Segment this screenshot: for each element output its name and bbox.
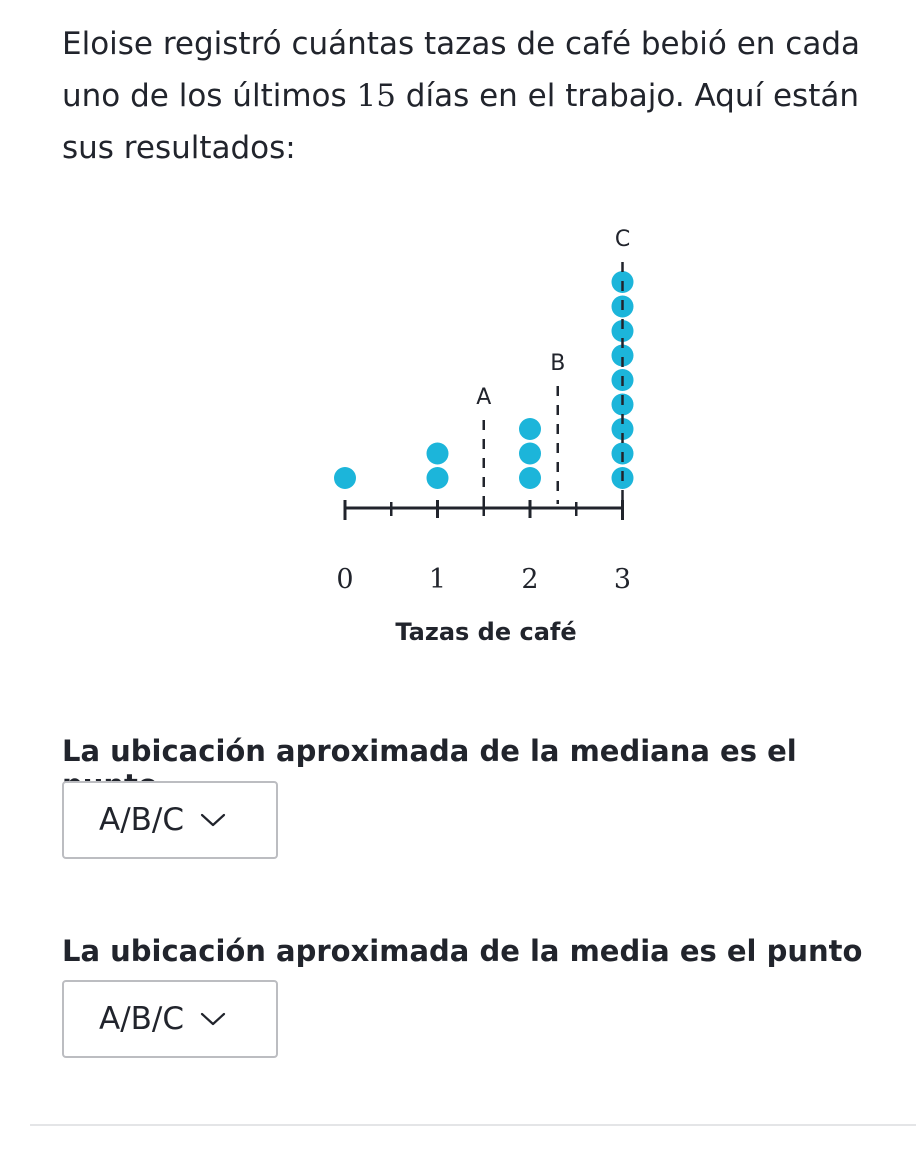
data-dot <box>519 443 541 465</box>
data-dot <box>519 467 541 489</box>
divider <box>30 1124 916 1126</box>
chevron-down-icon <box>200 812 226 828</box>
mean-dropdown-value: A/B/C <box>99 1001 185 1037</box>
data-dot <box>427 443 449 465</box>
median-answer-dropdown[interactable] <box>62 781 278 859</box>
median-dropdown-value: A/B/C <box>99 802 185 838</box>
marker-c-label: C <box>614 227 631 252</box>
median-question: La ubicación aproximada de la mediana es el <box>62 734 797 768</box>
x-axis-title: Tazas de café <box>395 618 577 646</box>
day-count: 15 <box>356 78 396 114</box>
x-tick-label: 0 <box>336 564 354 595</box>
mean-answer-dropdown[interactable] <box>62 980 278 1058</box>
chevron-down-icon <box>200 1011 226 1027</box>
data-dot <box>519 418 541 440</box>
x-tick-label: 1 <box>428 564 447 595</box>
data-dot <box>427 467 449 489</box>
marker-a-label: A <box>476 385 492 410</box>
intro-text-before: Eloise registró cuántas tazas de café bebió en cada uno de los últimos <box>62 26 861 114</box>
marker-b-label: B <box>550 351 566 376</box>
x-tick-label: 2 <box>521 564 539 595</box>
mean-question: La ubicación aproximada de la media es el punto <box>62 934 863 968</box>
x-tick-label: 3 <box>613 564 632 595</box>
intro-text-after: días en el trabajo. Aquí están sus resultados: <box>62 78 860 166</box>
data-dot <box>334 467 356 489</box>
